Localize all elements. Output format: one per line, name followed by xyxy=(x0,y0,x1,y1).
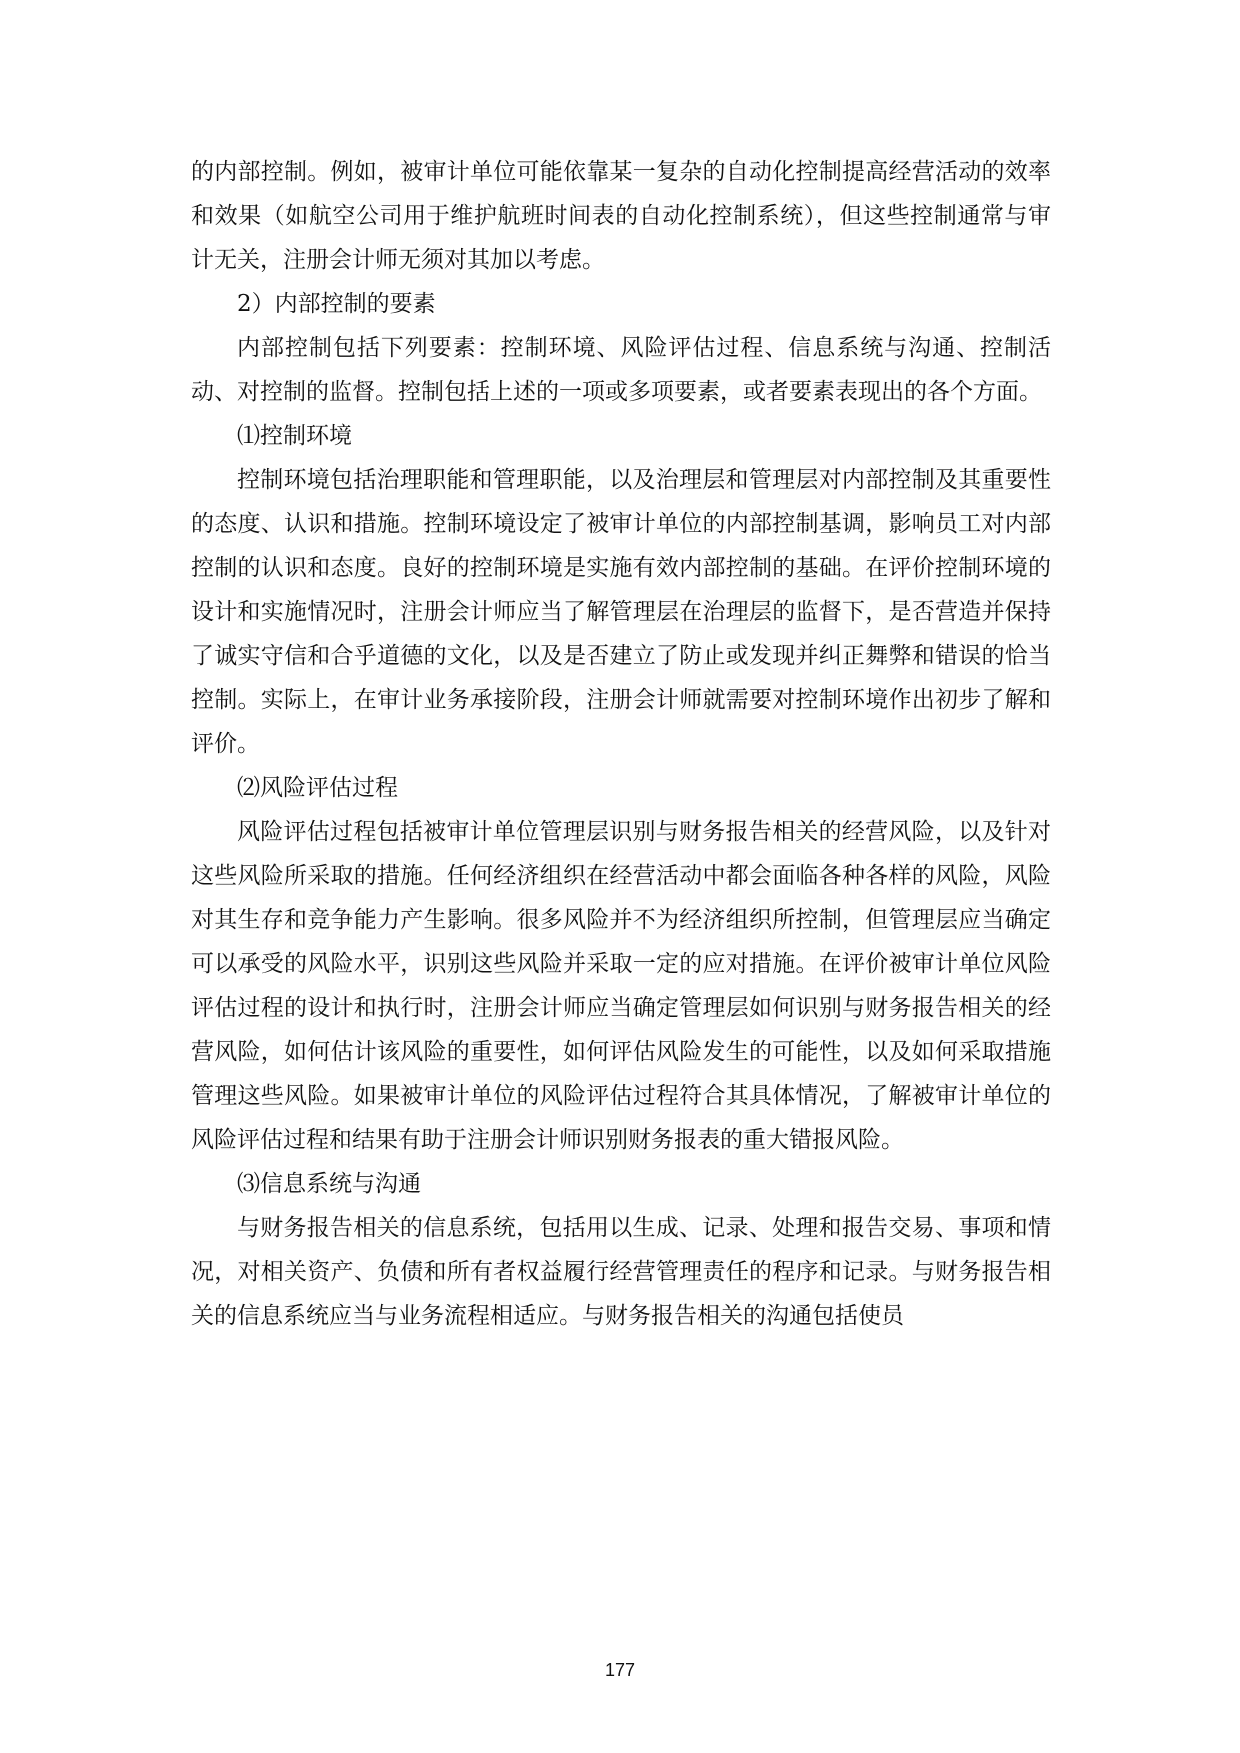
subheading-risk-assessment: ⑵风险评估过程 xyxy=(237,775,398,801)
subheading-control-environment: ⑴控制环境 xyxy=(237,423,352,449)
section-heading-internal-control-elements: 2）内部控制的要素 xyxy=(237,291,436,317)
page-number: 177 xyxy=(604,1660,636,1680)
document-body xyxy=(191,150,1051,1338)
subheading-information-system: ⑶信息系统与沟通 xyxy=(237,1171,421,1197)
paragraph-continuation: 的内部控制。例如，被审计单位可能依靠某一复杂的自动化控制提高经营活动的效率和效果（如航空公司用于维护航班时间表的自动化控制系统），但这些控制通常与审计无关，注册会计师无须对其加以考虑。 xyxy=(191,159,1051,273)
paragraph-risk-assessment: 风险评估过程包括被审计单位管理层识别与财务报告相关的经营风险，以及针对这些风险所采取的措施。任何经济组织在经营活动中都会面临各种各样的风险，风险对其生存和竞争能力产生影响。很多风险并不为经济组织所控制，但管理层应当确定可以承受的风险水平，识别这些风险并采取一定的应对措施。在评价被审计单位风险评估过程的设计和执行时，注册会计师应当确定管理层如何识别与财务报告相关的经营风险，如何估计该风险的重要性，如何评估风险发生的可能性，以及如何采取措施管理这些风险。如果被审计单位的风险评估过程符合其具体情况，了解被审计单位的风险评估过程和结果有助于注册会计师识别财务报表的重大错报风险。 xyxy=(191,819,1051,1153)
paragraph-control-environment: 控制环境包括治理职能和管理职能，以及治理层和管理层对内部控制及其重要性的态度、认识和措施。控制环境设定了被审计单位的内部控制基调，影响员工对内部控制的认识和态度。良好的控制环境是实施有效内部控制的基础。在评价控制环境的设计和实施情况时，注册会计师应当了解管理层在治理层的监督下，是否营造并保持了诚实守信和合乎道德的文化，以及是否建立了防止或发现并纠正舞弊和错误的恰当控制。实际上，在审计业务承接阶段，注册会计师就需要对控制环境作出初步了解和评价。 xyxy=(191,467,1051,757)
paragraph-information-system: 与财务报告相关的信息系统，包括用以生成、记录、处理和报告交易、事项和情况，对相关资产、负债和所有者权益履行经营管理责任的程序和记录。与财务报告相关的信息系统应当与业务流程相适应。与财务报告相关的沟通包括使员 xyxy=(191,1215,1051,1329)
paragraph-elements-overview: 内部控制包括下列要素：控制环境、风险评估过程、信息系统与沟通、控制活动、对控制的监督。控制包括上述的一项或多项要素，或者要素表现出的各个方面。 xyxy=(191,335,1051,405)
